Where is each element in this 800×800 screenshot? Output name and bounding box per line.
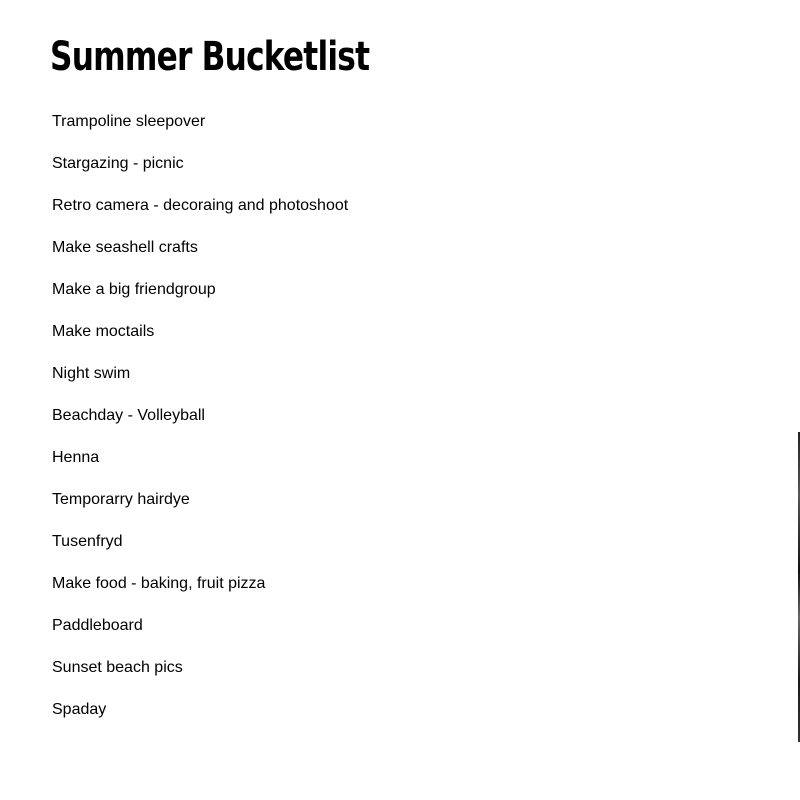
list-item: Tusenfryd	[52, 533, 123, 550]
list-item: Henna	[52, 449, 100, 466]
list-item: Night swim	[52, 365, 131, 382]
bucket-list	[52, 111, 348, 741]
list-item: Temporarry hairdye	[52, 491, 190, 508]
list-item: Stargazing - picnic	[52, 155, 184, 172]
list-item: Make food - baking, fruit pizza	[52, 575, 266, 592]
list-item: Spaday	[52, 701, 107, 718]
list-item: Make moctails	[52, 323, 155, 340]
list-item: Sunset beach pics	[52, 659, 183, 676]
list-item: Paddleboard	[52, 617, 143, 634]
page-title: Summer Bucketlist	[50, 34, 370, 80]
list-item: Retro camera - decoraing and photoshoot	[52, 197, 349, 214]
list-item: Make seashell crafts	[52, 239, 198, 256]
list-item: Trampoline sleepover	[52, 113, 206, 130]
list-item: Beachday - Volleyball	[52, 407, 205, 424]
list-item: Make a big friendgroup	[52, 281, 216, 298]
